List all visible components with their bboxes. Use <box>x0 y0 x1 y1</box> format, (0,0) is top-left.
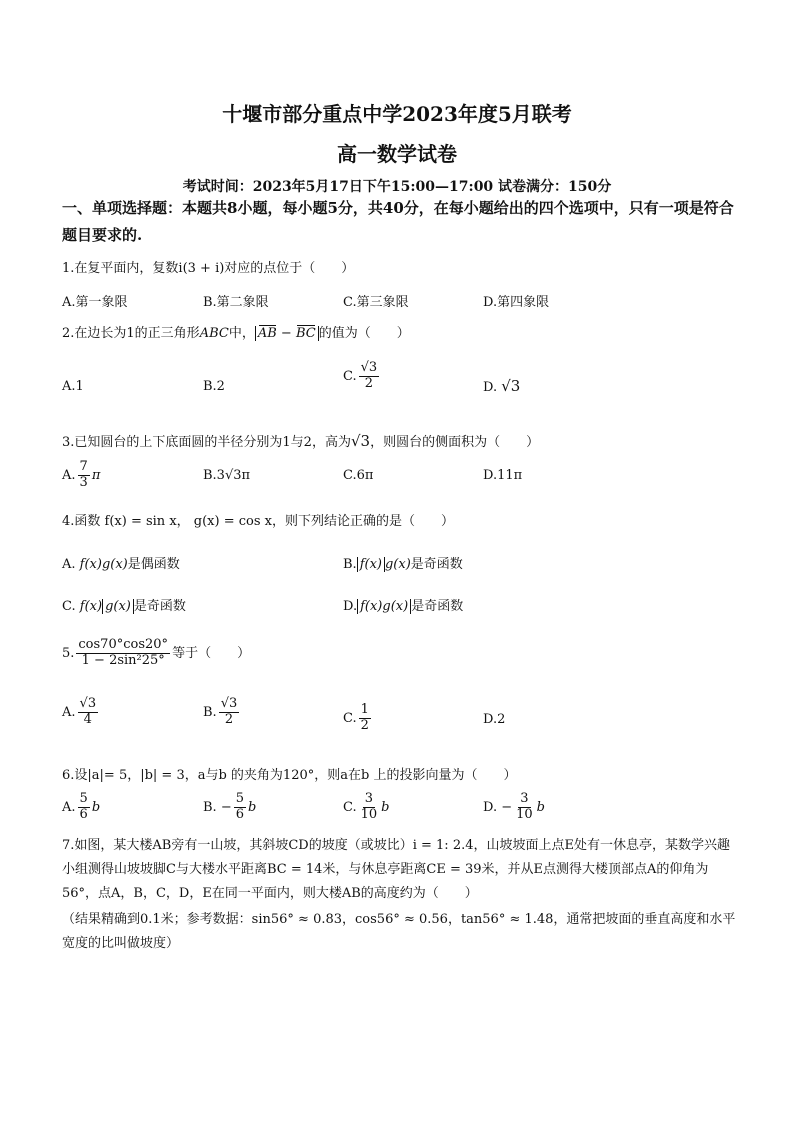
q2-option-d-label: D. <box>483 380 498 395</box>
q5-option-a <box>62 697 100 728</box>
q6-option-b-vector: b <box>248 799 257 815</box>
q3-stem-part-a: 3.已知圆台的上下底面圆的半径分别为1与2，高为 <box>62 435 351 450</box>
q1-option-c: C.第三象限 <box>343 295 409 310</box>
q4-option-c-text: 是奇函数 <box>133 599 186 614</box>
question-7-stem: 7.如图，某大楼AB旁有一山坡，其斜坡CD的坡度（或坡比）i = 1: 2.4，山坡坡面上点E处有一休息亭，某数学兴趣小组测得山坡坡脚C与大楼水平距离BC = 14米，与休息亭距离CE = 39米，并从E点测得大楼顶部点A的仰角为56°，点A，B，C，D，E在同一平面内，则大楼AB的高度约为（ ） <box>62 838 730 901</box>
question-1-stem <box>62 257 354 276</box>
fraction-denominator: 10 <box>360 806 378 822</box>
q3-option-a-pi: π <box>91 467 101 483</box>
fraction-denominator: 10 <box>516 806 533 822</box>
q2-option-d <box>483 377 520 395</box>
fraction-numerator: 1 <box>360 702 369 717</box>
question-4-stem: 4.函数 f(x) = sin x， g(x) = cos x，则下列结论正确的是（ ） <box>62 514 454 529</box>
q2-stem-part-c: 的值为（ ） <box>318 326 410 341</box>
q4-option-b <box>343 553 463 572</box>
fraction-denominator: 6 <box>235 806 244 822</box>
q3-option-d: D.11π <box>483 468 523 483</box>
q3-height: √3 <box>350 432 371 450</box>
q5-option-a-fraction <box>78 697 99 728</box>
q1-stem-part-a: 1.在复平面内，复数 <box>62 261 179 276</box>
q1-expression: i(3 + i) <box>178 261 225 276</box>
fraction-denominator: 2 <box>224 711 234 727</box>
q1-option-d: D.第四象限 <box>483 295 550 310</box>
q3-option-a-fraction <box>78 460 90 491</box>
q2-option-c <box>343 361 381 392</box>
fraction-denominator: 2 <box>364 375 374 391</box>
q4-option-a-expression: f(x)g(x) <box>79 557 128 572</box>
fraction-numerator: √3 <box>79 696 97 711</box>
q4-option-c-expression: f(x) <box>79 599 103 614</box>
q6-option-a-label: A. <box>62 799 76 815</box>
q5-option-a-label: A. <box>62 704 76 720</box>
q6-option-b-label: B. − <box>203 799 232 815</box>
q2-vector-ab: AB <box>257 326 277 341</box>
q6-option-b <box>203 792 256 823</box>
exam-info: 考试时间：2023年5月17日下午15:00—17:00 试卷满分：150分 <box>182 179 612 195</box>
q2-option-c-fraction <box>359 361 380 392</box>
q3-option-b: B.3√3π <box>203 468 251 483</box>
q2-vector-expression <box>255 326 319 341</box>
page-title: 十堰市部分重点中学2023年度5月联考 <box>222 102 572 126</box>
q6-option-a-fraction <box>78 792 90 823</box>
q4-option-d-label: D. <box>343 599 358 614</box>
q6-option-d-label: D. − <box>483 799 513 815</box>
fraction-denominator: 4 <box>83 711 92 727</box>
q4-option-c-label: C. <box>62 599 76 614</box>
q4-option-d-text: 是奇函数 <box>411 599 464 614</box>
question-7-note: （结果精确到0.1米；参考数据：sin56° ≈ 0.83，cos56° ≈ 0.56，tan56° ≈ 1.48，通常把坡面的垂直高度和水平宽度的比叫做坡度） <box>62 912 736 951</box>
q5-option-b-label: B. <box>203 704 217 720</box>
fraction-denominator: 3 <box>79 474 88 490</box>
q2-triangle: ABC <box>199 326 229 341</box>
q5-option-b-fraction <box>219 697 240 728</box>
fraction-numerator: 5 <box>235 791 244 806</box>
fraction-denominator: 1 − 2sin²25° <box>81 652 165 668</box>
q2-stem-part-b: 中， <box>228 326 255 341</box>
q1-option-b: B.第二象限 <box>203 295 269 310</box>
fraction-numerator: 7 <box>79 459 88 474</box>
q4-option-c <box>62 595 186 614</box>
q6-option-d-fraction <box>514 792 535 823</box>
q2-stem-part-a: 2.在边长为1的正三角形 <box>62 326 200 341</box>
q6-option-d <box>483 792 545 823</box>
q3-option-a <box>62 460 100 491</box>
fraction-numerator: 3 <box>520 791 529 806</box>
q2-option-d-value: √3 <box>501 377 521 395</box>
q6-option-c-label: C. <box>343 799 357 815</box>
fraction-numerator: 3 <box>364 791 374 806</box>
q3-option-c: C.6π <box>343 468 374 483</box>
fraction-numerator: √3 <box>220 696 238 711</box>
q5-option-c-fraction <box>359 703 371 734</box>
q5-option-c <box>343 703 373 734</box>
fraction-numerator: 5 <box>79 791 88 806</box>
section-heading: 一、单项选择题：本题共8小题，每小题5分，共40分，在每小题给出的四个选项中，只有一项是符合题目要求的. <box>62 199 734 244</box>
q4-option-a-label: A. <box>62 557 76 572</box>
q6-option-b-fraction <box>234 792 246 823</box>
q4-option-b-text: 是奇函数 <box>410 557 463 572</box>
q6-option-d-vector: b <box>536 799 545 815</box>
q6-option-a <box>62 792 100 823</box>
q1-option-a: A.第一象限 <box>62 295 128 310</box>
q5-stem-tail: 等于（ ） <box>172 645 251 661</box>
q3-option-a-label: A. <box>62 467 76 483</box>
q4-option-a <box>62 553 180 572</box>
q2-minus: − <box>276 326 296 341</box>
question-5-stem <box>62 638 250 669</box>
q5-fraction <box>76 638 170 669</box>
q3-stem-part-b: ，则圆台的侧面积为（ ） <box>370 435 540 450</box>
q6-option-c-vector: b <box>381 799 390 815</box>
q5-option-b <box>203 697 241 728</box>
q4-option-b-abs-expression: f(x) <box>357 557 385 572</box>
fraction-numerator: cos70°cos20° <box>78 637 169 652</box>
q5-option-d: D.2 <box>483 712 506 727</box>
q6-option-c-fraction <box>359 792 380 823</box>
q2-vector-bc: BC <box>295 326 316 341</box>
question-3-stem <box>62 431 539 450</box>
q4-option-b-expression: g(x) <box>384 557 411 572</box>
q6-option-a-vector: b <box>91 799 101 815</box>
q4-option-d-abs-expression: f(x)g(x) <box>357 599 411 614</box>
q4-option-c-abs-expression: g(x) <box>102 599 134 614</box>
q4-option-b-label: B. <box>343 557 357 572</box>
page-subtitle: 高一数学试卷 <box>337 142 457 166</box>
q4-option-d <box>343 595 463 614</box>
q4-option-a-text: 是偶函数 <box>127 557 180 572</box>
question-6-stem: 6.设|a|= 5，|b| = 3，a与b 的夹角为120°，则a在b 上的投影向量为（ ） <box>62 768 517 783</box>
fraction-denominator: 2 <box>360 717 369 733</box>
q1-stem-part-b: 对应的点位于（ ） <box>224 261 355 276</box>
q6-option-c <box>343 792 390 823</box>
q2-option-b: B.2 <box>203 379 225 394</box>
q5-option-c-label: C. <box>343 710 357 726</box>
q5-label: 5. <box>62 645 75 661</box>
question-2-stem <box>62 322 410 341</box>
q2-option-a: A.1 <box>62 379 84 394</box>
fraction-numerator: √3 <box>360 360 378 375</box>
fraction-denominator: 6 <box>79 806 88 822</box>
q2-option-c-label: C. <box>343 368 357 384</box>
